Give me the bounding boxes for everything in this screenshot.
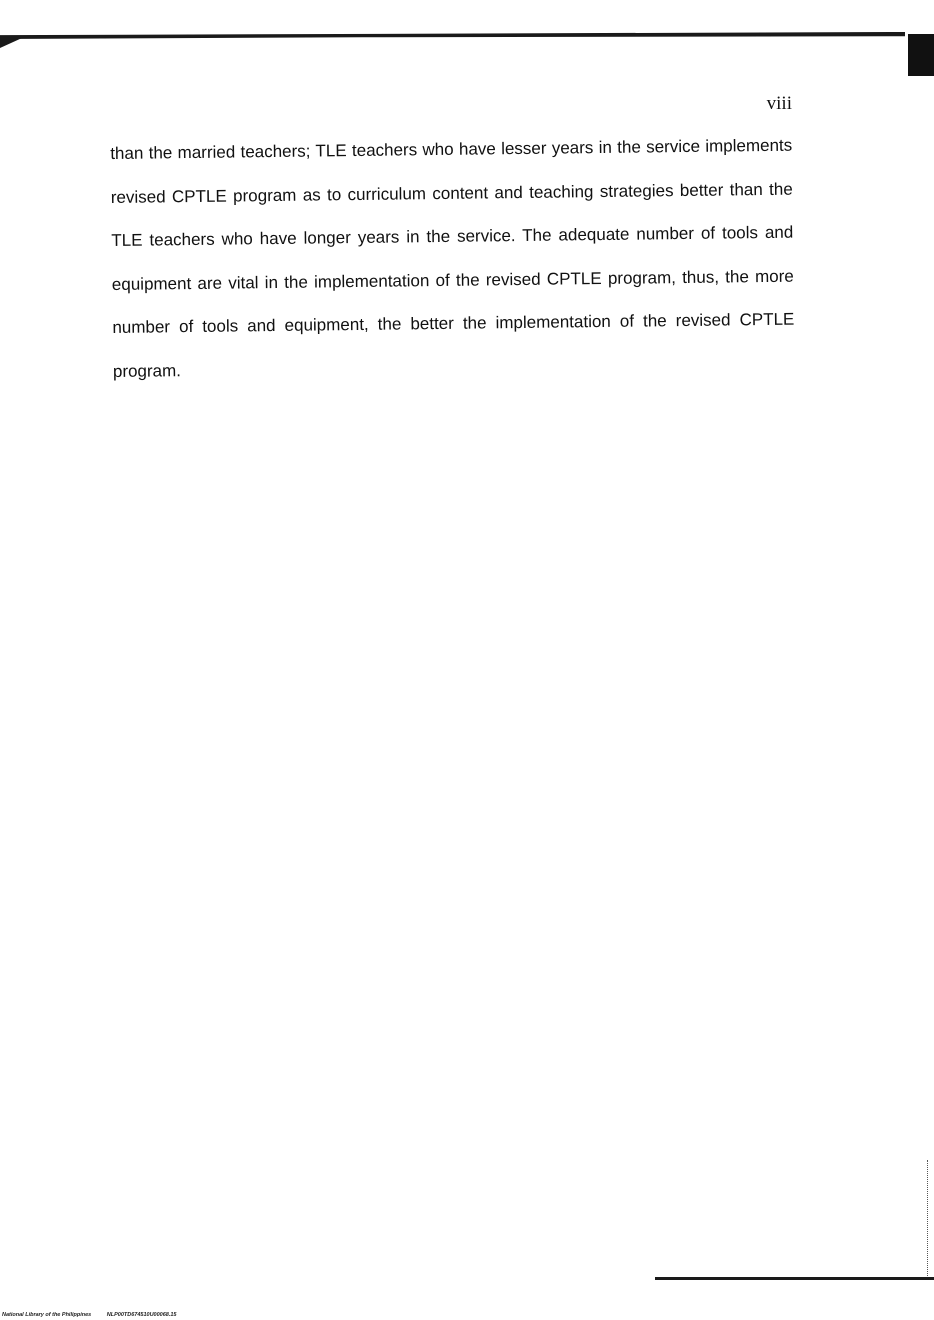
scan-right-speckle <box>927 1160 930 1280</box>
scan-bottom-edge <box>655 1277 934 1280</box>
body-paragraph: than the married teachers; TLE teachers who have lesser years in the service implements revised CPTLE program as to curriculum content and teaching strategies better than the TLE teachers who have longer years in the service. The adequate number of tools and equipment are vital in the implementation of the revised CPTLE program, thus, the more number of tools and equipment, the better the implementation of the revised CPTLE program. <box>110 135 795 381</box>
page-number: viii <box>766 93 792 114</box>
scan-top-edge-tail <box>0 38 22 48</box>
footer-credit <box>2 1312 176 1318</box>
scan-corner-block <box>908 34 934 76</box>
scan-top-edge <box>0 32 905 39</box>
footer-identifier: NLP00TD674510U00068.15 <box>106 1312 177 1318</box>
footer-library: National Library of the Philippines <box>2 1312 92 1318</box>
